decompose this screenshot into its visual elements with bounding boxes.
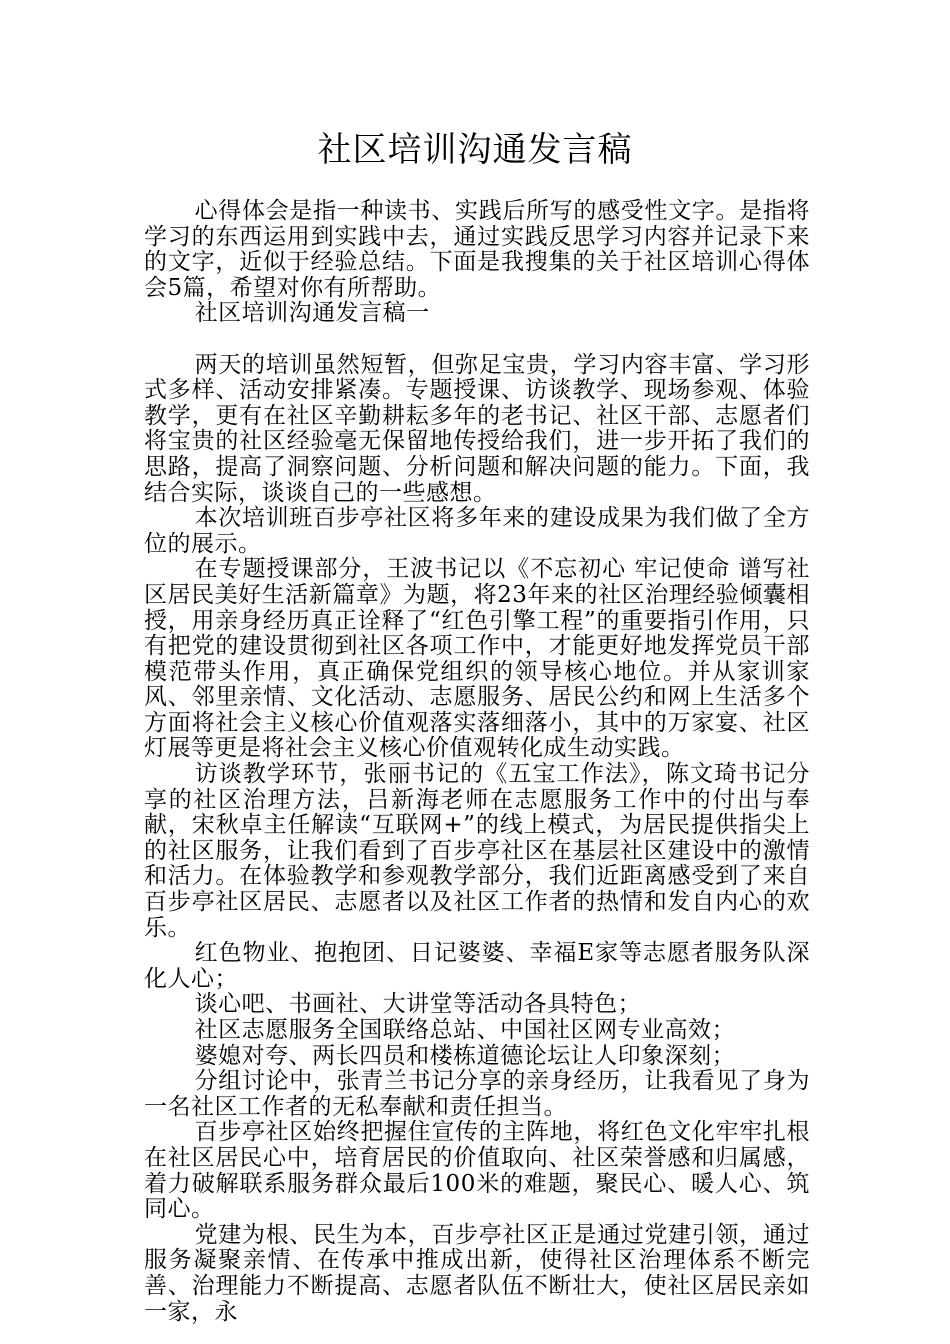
paragraph: 本次培训班百步亭社区将多年来的建设成果为我们做了全方位的展示。 bbox=[144, 505, 810, 557]
paragraph-intro: 心得体会是指一种读书、实践后所写的感受性文字。是指将学习的东西运用到实践中去，通过实践反思学习内容并记录下来的文字，近似于经验总结。下面是我搜集的关于社区培训心得体会5篇，希望对你有所帮助。 bbox=[144, 198, 810, 301]
list-line: 红色物业、抱抱团、日记婆婆、幸福E家等志愿者服务队深化人心； bbox=[144, 940, 810, 992]
list-line: 社区志愿服务全国联络总站、中国社区网专业高效； bbox=[194, 1017, 736, 1043]
document-body bbox=[144, 199, 810, 1325]
paragraph: 分组讨论中，张青兰书记分享的亲身经历，让我看见了身为一名社区工作者的无私奉献和责任担当。 bbox=[144, 1068, 810, 1120]
list-line: 婆媳对夸、两长四员和楼栋道德论坛让人印象深刻； bbox=[194, 1042, 736, 1069]
paragraph: 在专题授课部分，王波书记以《不忘初心 牢记使命 谱写社区居民美好生活新篇章》为题，将23年来的社区治理经验倾囊相授，用亲身经历真正诠释了“红色引擎工程”的重要指引作用，只有把党的建设贯彻到社区各项工作中，才能更好地发挥党员干部模范带头作用，真正确保党组织的领导核心地位。并从家训家风、邻里亲情、文化活动、志愿服务、居民公约和网上生活多个方面将社会主义核心价值观落实落细落小，其中的万家宴、社区灯展等更是将社会主义核心价值观转化成生动实践。 bbox=[144, 556, 810, 762]
paragraph: 访谈教学环节，张丽书记的《五宝工作法》，陈文琦书记分享的社区治理方法，吕新海老师在志愿服务工作中的付出与奉献，宋秋卓主任解读“互联网+”的线上模式，为居民提供指尖上的社区服务，让我们看到了百步亭社区在基层社区建设中的激情和活力。在体验教学和参观教学部分，我们近距离感受到了来自百步亭社区居民、志愿者以及社区工作者的热情和发自内心的欢乐。 bbox=[144, 761, 810, 941]
section-heading: 社区培训沟通发言稿一 bbox=[194, 300, 430, 327]
paragraph: 党建为根、民生为本，百步亭社区正是通过党建引领，通过服务凝聚亲情、在传承中推成出新，使得社区治理体系不断完善、治理能力不断提高、志愿者队伍不断壮大，使社区居民亲如一家，永 bbox=[144, 1221, 810, 1325]
document-title: 社区培训沟通发言稿 bbox=[317, 130, 633, 170]
paragraph: 两天的培训虽然短暂，但弥足宝贵，学习内容丰富、学习形式多样、活动安排紧凑。专题授课、访谈教学、现场参观、体验教学，更有在社区辛勤耕耘多年的老书记、社区干部、志愿者们将宝贵的社区经验毫无保留地传授给我们，进一步开拓了我们的思路，提高了洞察问题、分析问题和解决问题的能力。下面，我结合实际，谈谈自己的一些感想。 bbox=[144, 351, 810, 506]
list-line: 谈心吧、书画社、大讲堂等活动各具特色； bbox=[194, 991, 642, 1018]
paragraph: 百步亭社区始终把握住宣传的主阵地，将红色文化牢牢扎根在社区居民心中，培育居民的价值取向、社区荣誉感和归属感，着力破解联系服务群众最后100米的难题，聚民心、暖人心、筑同心。 bbox=[144, 1119, 810, 1223]
blank-line bbox=[144, 327, 810, 353]
